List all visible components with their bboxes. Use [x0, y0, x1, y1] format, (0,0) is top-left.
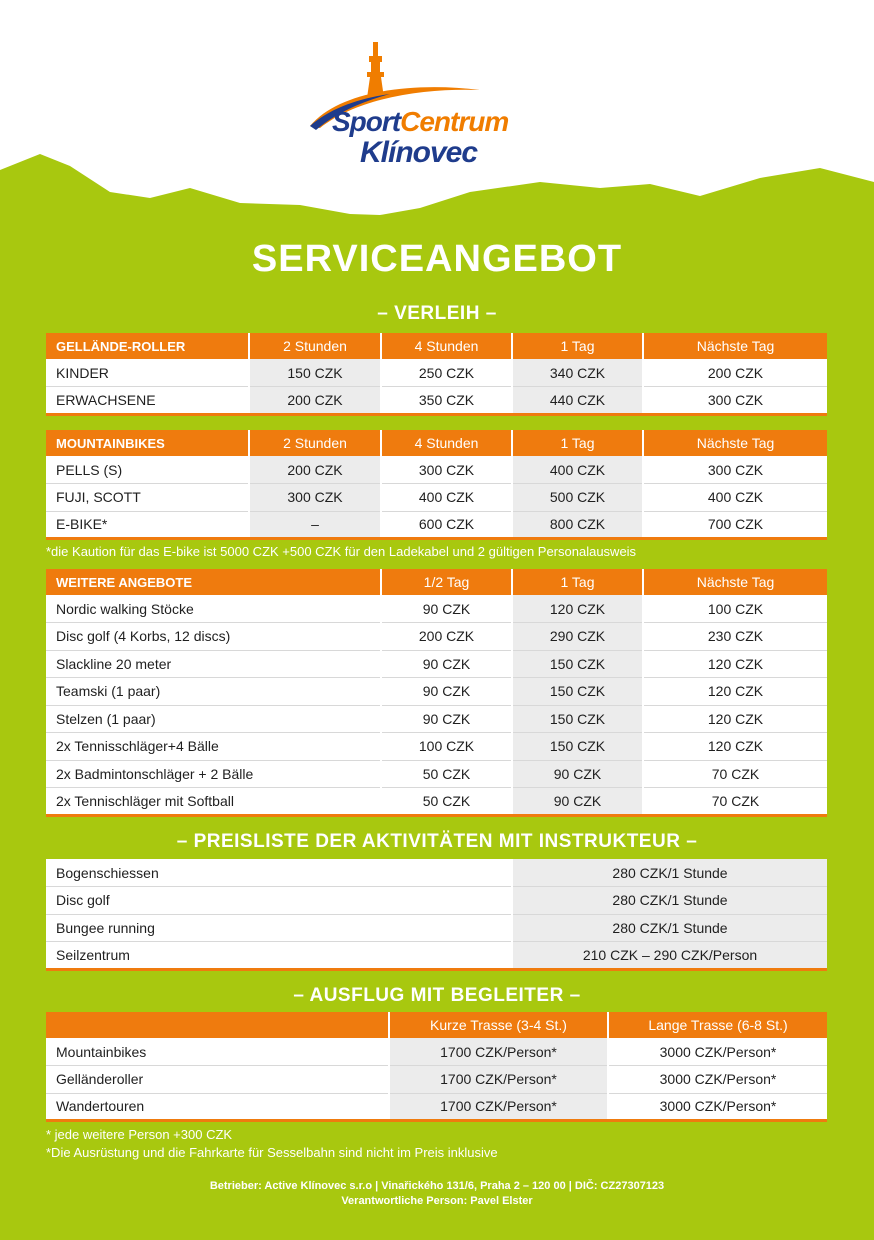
- table-header-cell: 1 Tag: [512, 333, 643, 359]
- table-cell: 50 CZK: [381, 760, 512, 788]
- table-row: [46, 623, 827, 651]
- footer-operator: Betrieber: Active Klínovec s.r.o | Vinařického 131/6, Praha 2 – 120 00 | DIČ: CZ27307123: [209, 1180, 665, 1192]
- table-cell: 210 CZK – 290 CZK/Person: [512, 942, 827, 970]
- table-cell: 300 CZK: [249, 484, 381, 512]
- table-row: [46, 1093, 827, 1121]
- table-cell: 400 CZK: [381, 484, 512, 512]
- table-cell: 600 CZK: [381, 511, 512, 539]
- table-header-cell: GELLÄNDE-ROLLER: [46, 333, 249, 359]
- table-cell: Disc golf (4 Korbs, 12 discs): [46, 623, 381, 651]
- table-row: [46, 359, 827, 387]
- table-cell: 120 CZK: [643, 650, 827, 678]
- table-cell: 500 CZK: [512, 484, 643, 512]
- table-cell: 120 CZK: [643, 705, 827, 733]
- table-cell: 2x Tennisschläger+4 Bälle: [46, 733, 381, 761]
- table-header-cell: 1/2 Tag: [381, 569, 512, 595]
- ausflug-table: [46, 1012, 827, 1122]
- table-row: [46, 484, 827, 512]
- ausflug-heading: – AUSFLUG MIT BEGLEITER –: [293, 985, 581, 1006]
- extra-person-note: * jede weitere Person +300 CZK: [46, 1127, 233, 1142]
- table-cell: Slackline 20 meter: [46, 650, 381, 678]
- table-cell: 800 CZK: [512, 511, 643, 539]
- table-cell: 90 CZK: [381, 678, 512, 706]
- table-header-cell: Nächste Tag: [643, 569, 827, 595]
- table-cell: 120 CZK: [643, 678, 827, 706]
- table-row: [46, 859, 827, 887]
- table-cell: 340 CZK: [512, 359, 643, 387]
- table-row: [46, 387, 827, 415]
- table-header-cell: Kurze Trasse (3-4 St.): [389, 1012, 608, 1038]
- table-cell: 1700 CZK/Person*: [389, 1066, 608, 1094]
- table-row: [46, 733, 827, 761]
- table-cell: Bungee running: [46, 914, 512, 942]
- table-row: [46, 942, 827, 970]
- table-cell: 200 CZK: [249, 387, 381, 415]
- table-header-row: [46, 569, 827, 595]
- table-cell: FUJI, SCOTT: [46, 484, 249, 512]
- table-cell: 50 CZK: [381, 788, 512, 816]
- table-cell: 150 CZK: [512, 705, 643, 733]
- table-header-cell: Nächste Tag: [643, 333, 827, 359]
- table-row: [46, 650, 827, 678]
- table-row: [46, 511, 827, 539]
- table-cell: 280 CZK/1 Stunde: [512, 887, 827, 915]
- table-cell: 280 CZK/1 Stunde: [512, 859, 827, 887]
- table-row: [46, 788, 827, 816]
- table-cell: 300 CZK: [381, 456, 512, 484]
- preisliste-heading: – PREISLISTE DER AKTIVITÄTEN MIT INSTRUKTEUR –: [176, 831, 698, 852]
- table-row: [46, 456, 827, 484]
- table-row: [46, 705, 827, 733]
- table-cell: KINDER: [46, 359, 249, 387]
- logo-wordmark-line1: SportCentrum: [332, 106, 509, 137]
- ebike-deposit-note: *die Kaution für das E-bike ist 5000 CZK +500 CZK für den Ladekabel und 2 gültigen Personalausweis: [46, 544, 637, 559]
- table-header-cell: Lange Trasse (6-8 St.): [608, 1012, 827, 1038]
- table-cell: Disc golf: [46, 887, 512, 915]
- table-cell: PELLS (S): [46, 456, 249, 484]
- table-cell: 230 CZK: [643, 623, 827, 651]
- table-row: [46, 678, 827, 706]
- table-header-row: [46, 333, 827, 359]
- preisliste-table: [46, 859, 827, 971]
- table-header-cell: 2 Stunden: [249, 430, 381, 456]
- table-cell: 200 CZK: [643, 359, 827, 387]
- table-cell: 2x Badmintonschläger + 2 Bälle: [46, 760, 381, 788]
- gellande-roller-table: [46, 333, 827, 416]
- table-cell: 70 CZK: [643, 760, 827, 788]
- table-cell: 200 CZK: [249, 456, 381, 484]
- mountainbikes-table: [46, 430, 827, 540]
- table-header-cell: WEITERE ANGEBOTE: [46, 569, 381, 595]
- table-row: [46, 595, 827, 623]
- table-header-row: [46, 1012, 827, 1038]
- table-row: [46, 1066, 827, 1094]
- footer-responsible: Verantwortliche Person: Pavel Elster: [341, 1195, 533, 1207]
- table-cell: Stelzen (1 paar): [46, 705, 381, 733]
- table-cell: Mountainbikes: [46, 1038, 389, 1066]
- weitere-angebote-table: [46, 569, 827, 817]
- table-cell: 280 CZK/1 Stunde: [512, 914, 827, 942]
- table-header-cell: 4 Stunden: [381, 430, 512, 456]
- table-cell: –: [249, 511, 381, 539]
- table-cell: Teamski (1 paar): [46, 678, 381, 706]
- table-cell: 3000 CZK/Person*: [608, 1038, 827, 1066]
- table-cell: 150 CZK: [512, 733, 643, 761]
- table-cell: Wandertouren: [46, 1093, 389, 1121]
- table-header-cell: Nächste Tag: [643, 430, 827, 456]
- table-header-cell: 1 Tag: [512, 569, 643, 595]
- table-cell: 250 CZK: [381, 359, 512, 387]
- equipment-note: *Die Ausrüstung und die Fahrkarte für Sesselbahn sind nicht im Preis inklusive: [46, 1145, 498, 1160]
- table-cell: Seilzentrum: [46, 942, 512, 970]
- table-row: [46, 914, 827, 942]
- table-cell: 100 CZK: [643, 595, 827, 623]
- table-cell: E-BIKE*: [46, 511, 249, 539]
- table-cell: 3000 CZK/Person*: [608, 1066, 827, 1094]
- table-cell: 400 CZK: [512, 456, 643, 484]
- table-header-cell: 1 Tag: [512, 430, 643, 456]
- table-cell: 700 CZK: [643, 511, 827, 539]
- table-cell: 150 CZK: [249, 359, 381, 387]
- table-cell: 120 CZK: [512, 595, 643, 623]
- table-cell: 440 CZK: [512, 387, 643, 415]
- table-cell: ERWACHSENE: [46, 387, 249, 415]
- table-cell: 300 CZK: [643, 456, 827, 484]
- sportcentrum-logo: [300, 38, 580, 173]
- table-cell: 100 CZK: [381, 733, 512, 761]
- table-cell: 2x Tennischläger mit Softball: [46, 788, 381, 816]
- table-header-cell: MOUNTAINBIKES: [46, 430, 249, 456]
- table-cell: 1700 CZK/Person*: [389, 1093, 608, 1121]
- table-cell: Nordic walking Stöcke: [46, 595, 381, 623]
- logo-wordmark-line2: Klínovec: [360, 136, 478, 169]
- table-cell: 1700 CZK/Person*: [389, 1038, 608, 1066]
- table-header-cell: 2 Stunden: [249, 333, 381, 359]
- table-header-row: [46, 430, 827, 456]
- table-cell: 150 CZK: [512, 650, 643, 678]
- table-cell: Gelländeroller: [46, 1066, 389, 1094]
- table-cell: 300 CZK: [643, 387, 827, 415]
- table-cell: 350 CZK: [381, 387, 512, 415]
- table-cell: 90 CZK: [381, 705, 512, 733]
- table-row: [46, 1038, 827, 1066]
- table-cell: 90 CZK: [512, 788, 643, 816]
- table-cell: 90 CZK: [381, 650, 512, 678]
- table-cell: Bogenschiessen: [46, 859, 512, 887]
- table-cell: 290 CZK: [512, 623, 643, 651]
- table-cell: 70 CZK: [643, 788, 827, 816]
- table-row: [46, 760, 827, 788]
- table-cell: 90 CZK: [512, 760, 643, 788]
- table-header-cell: [46, 1012, 389, 1038]
- table-cell: 3000 CZK/Person*: [608, 1093, 827, 1121]
- table-cell: 120 CZK: [643, 733, 827, 761]
- page-title: SERVICEANGEBOT: [251, 238, 623, 280]
- table-cell: 400 CZK: [643, 484, 827, 512]
- table-cell: 90 CZK: [381, 595, 512, 623]
- table-cell: 150 CZK: [512, 678, 643, 706]
- verleih-heading: – VERLEIH –: [377, 303, 497, 324]
- table-cell: 200 CZK: [381, 623, 512, 651]
- table-header-cell: 4 Stunden: [381, 333, 512, 359]
- table-row: [46, 887, 827, 915]
